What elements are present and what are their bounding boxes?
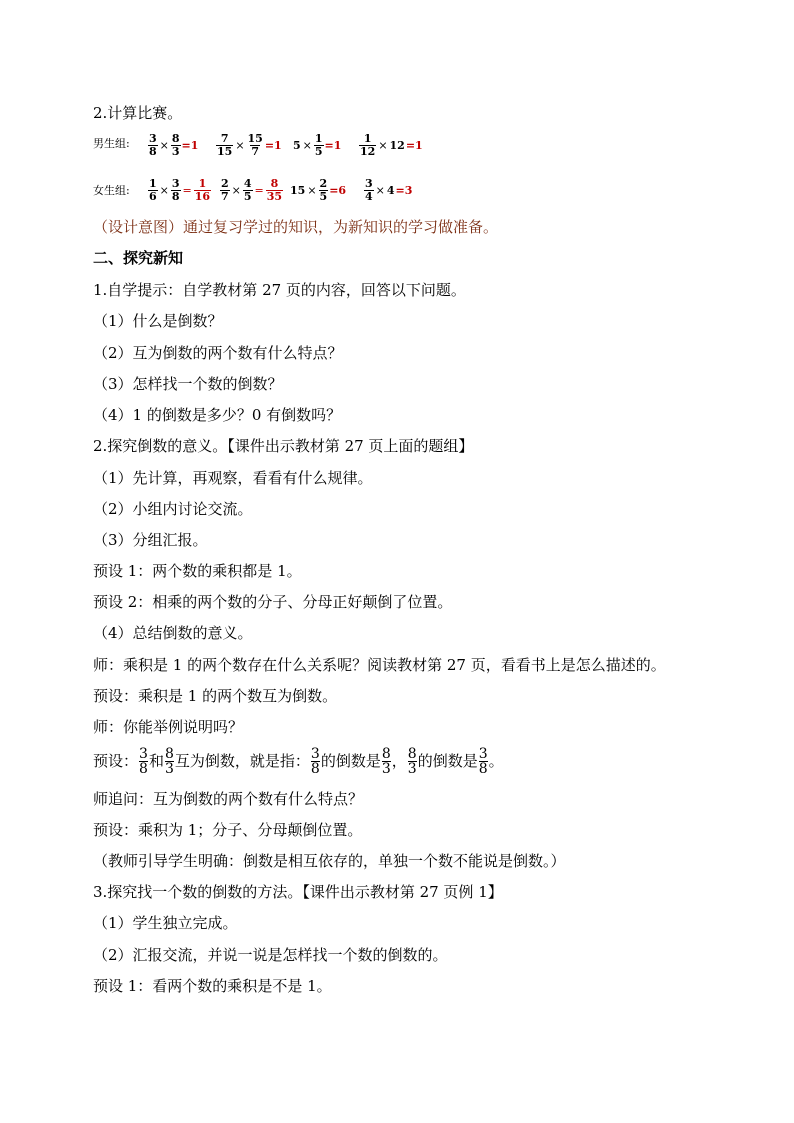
times-sign: ×: [159, 138, 169, 152]
denominator: 8: [478, 760, 488, 777]
answer: =1: [324, 138, 342, 152]
section-title-explore: 二、探究新知: [93, 249, 184, 267]
equals-sign: =: [182, 183, 192, 197]
paragraph-self-study: 1.自学提示：自学教材第 27 页的内容，回答以下问题。: [93, 281, 466, 299]
denominator: 3: [381, 760, 391, 777]
numerator: 1: [149, 176, 157, 190]
numerator: 3: [310, 745, 320, 762]
numerator: 3: [139, 745, 148, 762]
text-reciprocal-is: 的倒数是: [417, 752, 478, 770]
numerator: 8: [164, 745, 174, 762]
girls-expr-1: [147, 170, 212, 210]
times-sign: ×: [159, 183, 169, 197]
boys-expr-4: [358, 125, 423, 165]
step-1: （1）先计算，再观察，看看有什么规律。: [93, 469, 373, 487]
denominator: 3: [407, 760, 417, 777]
integer: 4: [386, 183, 395, 197]
numerator: 15: [247, 131, 263, 145]
preset-6: 预设 1：看两个数的乘积是不是 1。: [93, 977, 332, 995]
section-header-calc-contest: 2.计算比赛。: [93, 104, 183, 122]
paragraph-meaning: 2.探究倒数的意义。【课件出示教材第 27 页上面的题组】: [93, 437, 474, 455]
girls-group-label: 女生组:: [93, 184, 130, 197]
denominator: 12: [360, 144, 376, 158]
fraction: [165, 747, 174, 776]
preset-prefix: 预设：: [93, 752, 139, 770]
fraction: [311, 747, 320, 776]
answer: =1: [181, 138, 199, 152]
integer: 15: [290, 183, 306, 197]
fraction: [382, 747, 391, 776]
boys-expr-1: [147, 125, 198, 165]
numerator: 3: [171, 176, 180, 190]
answer: =1: [264, 138, 282, 152]
times-sign: ×: [231, 183, 241, 197]
preset-1: 预设 1：两个数的乘积都是 1。: [93, 562, 302, 580]
boys-expr-2: [215, 125, 282, 165]
numerator: 8: [270, 176, 279, 190]
boys-group-label: 男生组:: [93, 137, 130, 150]
times-sign: ×: [302, 138, 312, 152]
equals-sign: =: [254, 183, 264, 197]
method-step-1: （1）学生独立完成。: [93, 914, 238, 932]
numerator: 2: [221, 176, 229, 190]
step-4: （4）总结倒数的意义。: [93, 624, 253, 642]
fraction: [479, 747, 488, 776]
teacher-question-1: 师：乘积是 1 的两个数存在什么关系呢？阅读教材第 27 页，看看书上是怎么描述的。: [93, 656, 666, 674]
denominator: 15: [217, 144, 233, 158]
fraction: [139, 747, 148, 776]
denominator: 3: [164, 760, 174, 777]
denominator: 8: [149, 144, 157, 158]
answer: =6: [329, 183, 347, 197]
denominator: 8: [139, 760, 148, 777]
girls-group-row: [93, 170, 713, 210]
numerator: 8: [381, 745, 391, 762]
times-sign: ×: [307, 183, 317, 197]
numerator: 4: [243, 176, 252, 190]
question-1: （1）什么是倒数？: [93, 312, 223, 330]
denominator: 16: [194, 189, 211, 203]
question-4: （4）1 的倒数是多少？0 有倒数吗？: [93, 406, 342, 424]
girls-expr-4: [363, 170, 412, 210]
boys-group-row: [93, 125, 713, 165]
denominator: 5: [319, 189, 328, 203]
denominator: 5: [243, 189, 252, 203]
question-3: （3）怎样找一个数的倒数？: [93, 375, 283, 393]
denominator: 3: [171, 144, 180, 158]
fraction: [408, 747, 417, 776]
teacher-note: （教师引导学生明确：倒数是相互依存的，单独一个数不能说是倒数。）: [93, 852, 566, 870]
preset-3: 预设：乘积是 1 的两个数互为倒数。: [93, 687, 338, 705]
numerator: 1: [363, 131, 372, 145]
paragraph-find-method: 3.探究找一个数的倒数的方法。【课件出示教材第 27 页例 1】: [93, 883, 503, 901]
question-2: （2）互为倒数的两个数有什么特点？: [93, 344, 343, 362]
girls-expr-3: [289, 170, 346, 210]
numerator: 8: [407, 745, 417, 762]
preset-5: 预设：乘积为 1；分子、分母颠倒位置。: [93, 821, 363, 839]
text-middle: 互为倒数，就是指：: [174, 752, 310, 770]
teacher-follow-up: 师追问：互为倒数的两个数有什么特点？: [93, 790, 364, 808]
answer: =1: [405, 138, 423, 152]
denominator: 7: [251, 144, 260, 158]
numerator: 1: [314, 131, 323, 145]
integer: 12: [389, 138, 405, 152]
numerator: 7: [220, 131, 229, 145]
numerator: 8: [171, 131, 180, 145]
numerator: 2: [319, 176, 328, 190]
numerator: 3: [149, 131, 157, 145]
denominator: 4: [365, 189, 373, 203]
comma: ，: [391, 752, 407, 770]
times-sign: ×: [378, 138, 388, 152]
teacher-question-2: 师：你能举例说明吗？: [93, 718, 244, 736]
numerator: 3: [478, 745, 488, 762]
integer: 5: [293, 138, 301, 152]
denominator: 8: [171, 189, 180, 203]
answer: =3: [395, 183, 413, 197]
times-sign: ×: [235, 138, 245, 152]
period: 。: [488, 752, 504, 770]
numerator: 1: [198, 176, 207, 190]
denominator: 35: [266, 189, 283, 203]
denominator: 5: [314, 144, 323, 158]
step-3: （3）分组汇报。: [93, 531, 208, 549]
denominator: 8: [310, 760, 320, 777]
design-intent: （设计意图）通过复习学过的知识，为新知识的学习做准备。: [93, 218, 499, 236]
denominator: 6: [149, 189, 157, 203]
preset-2: 预设 2：相乘的两个数的分子、分母正好颠倒了位置。: [93, 593, 453, 611]
method-step-2: （2）汇报交流，并说一说是怎样找一个数的倒数的。: [93, 946, 448, 964]
preset-example: [93, 743, 504, 779]
numerator: 3: [365, 176, 373, 190]
text-and: 和: [148, 752, 164, 770]
denominator: 7: [221, 189, 229, 203]
girls-expr-2: [219, 170, 284, 210]
times-sign: ×: [375, 183, 385, 197]
step-2: （2）小组内讨论交流。: [93, 500, 253, 518]
text-reciprocal-is: 的倒数是: [320, 752, 381, 770]
boys-expr-3: [292, 125, 341, 165]
